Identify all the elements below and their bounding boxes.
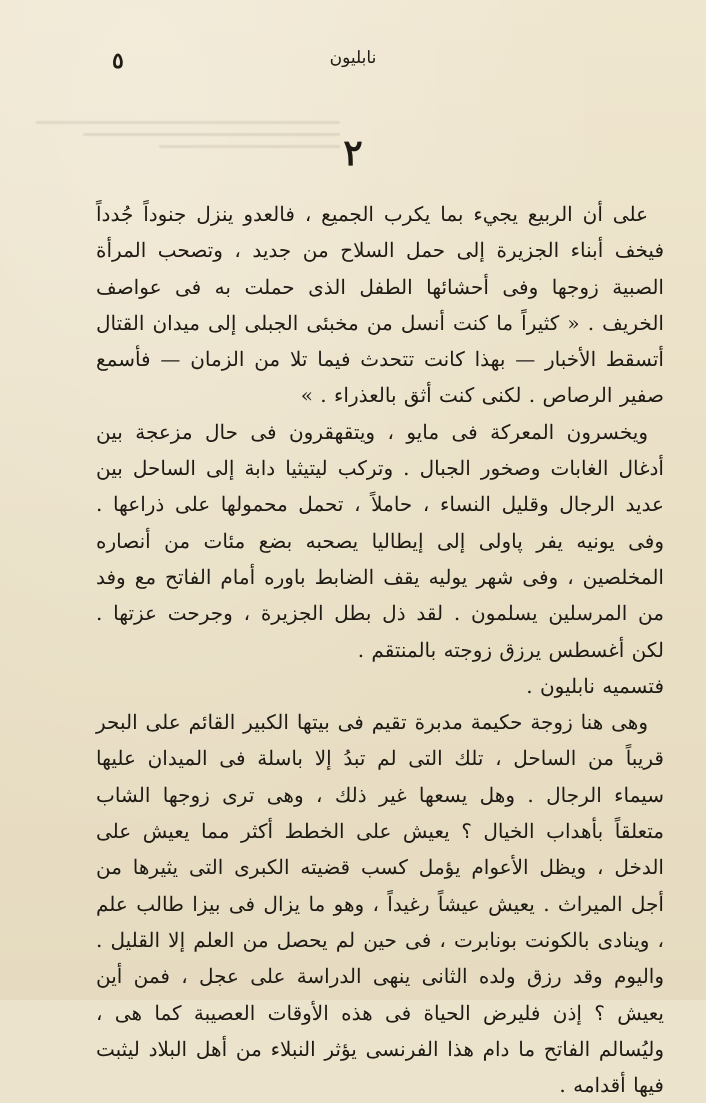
running-head (0, 48, 706, 78)
chapter-number: ٢ (343, 132, 363, 174)
paragraph: على أن الربيع يجيء بما يكرب الجميع ، فالعدو ينزل جنوداً جُدداً فيخف أبناء الجزيرة إلى حمل السلاح من جديد ، وتصحب المرأة الصبية زوجها وفى أحشائها الطفل الذى حملت به فى عواصف الخريف . « كثيراً ما كنت أنسل من مخبئى الجبلى إلى ميدان القتال أتسقط الأخبار — بهذا كانت تتحدث فيما تلا من الزمان — فأسمع صفير الرصاص . لكنى كنت أثق بالعذراء . » (96, 202, 664, 408)
running-title: نابليون (329, 48, 377, 68)
body-text (96, 196, 664, 1103)
paragraph: ويخسرون المعركة فى مايو ، ويتقهقرون فى حال مزعجة بين أدغال الغابات وصخور الجبال . وتركب ليتيثيا دابة إلى الساحل بين عديد الرجال وقليل النساء ، حاملاً ، تحمل محمولها على ذراعها . وفى يونيه يفر پاولى إلى إيطاليا يصحبه بضع مئات من أنصاره المخلصين ، وفى شهر يوليه يقف الضابط باوره أمام الفاتح مع وفد من المرسلين يسلمون . لقد ذل بطل الجزيرة ، وجرحت عزتها . لكن أغسطس يرزق زوجته بالمنتقم . (96, 419, 664, 662)
page-number: ٥ (112, 48, 124, 74)
paragraph: فتسميه نابليون . (526, 673, 664, 698)
paragraph: وهى هنا زوجة حكيمة مدبرة تقيم فى بيتها الكبير القائم على البحر قريباً من الساحل ، تلك التى لم تبدُ إلا باسلة فى الميدان عليها سيماء الرجال . وهل يسعها غير ذلك ، وهى ترى زوجها الشاب متعلقاً بأهداب الخيال ؟ يعيش على الخطط أكثر مما يعيش على الدخل ، ويظل الأعوام يؤمل كسب قضيته الكبرى التى يثيرها من أجل الميراث . يعيش عيشاً رغيداً ، وهو ما يزال فى بيزا طالب علم ، وينادى بالكونت بونابرت ، فى حين لم يحصل من العلم إلا القليل . واليوم وقد رزق ولده الثانى ينهى الدراسة على عجل ، فمن أين يعيش ؟ إذن فليرض الحياة فى هذه الأوقات العصيبة كما هى ، وليُسالم الفاتح ما دام هذا الفرنسى يؤثر النبلاء من أهل البلاد ليثبت فيها أقدامه . (96, 710, 665, 1098)
